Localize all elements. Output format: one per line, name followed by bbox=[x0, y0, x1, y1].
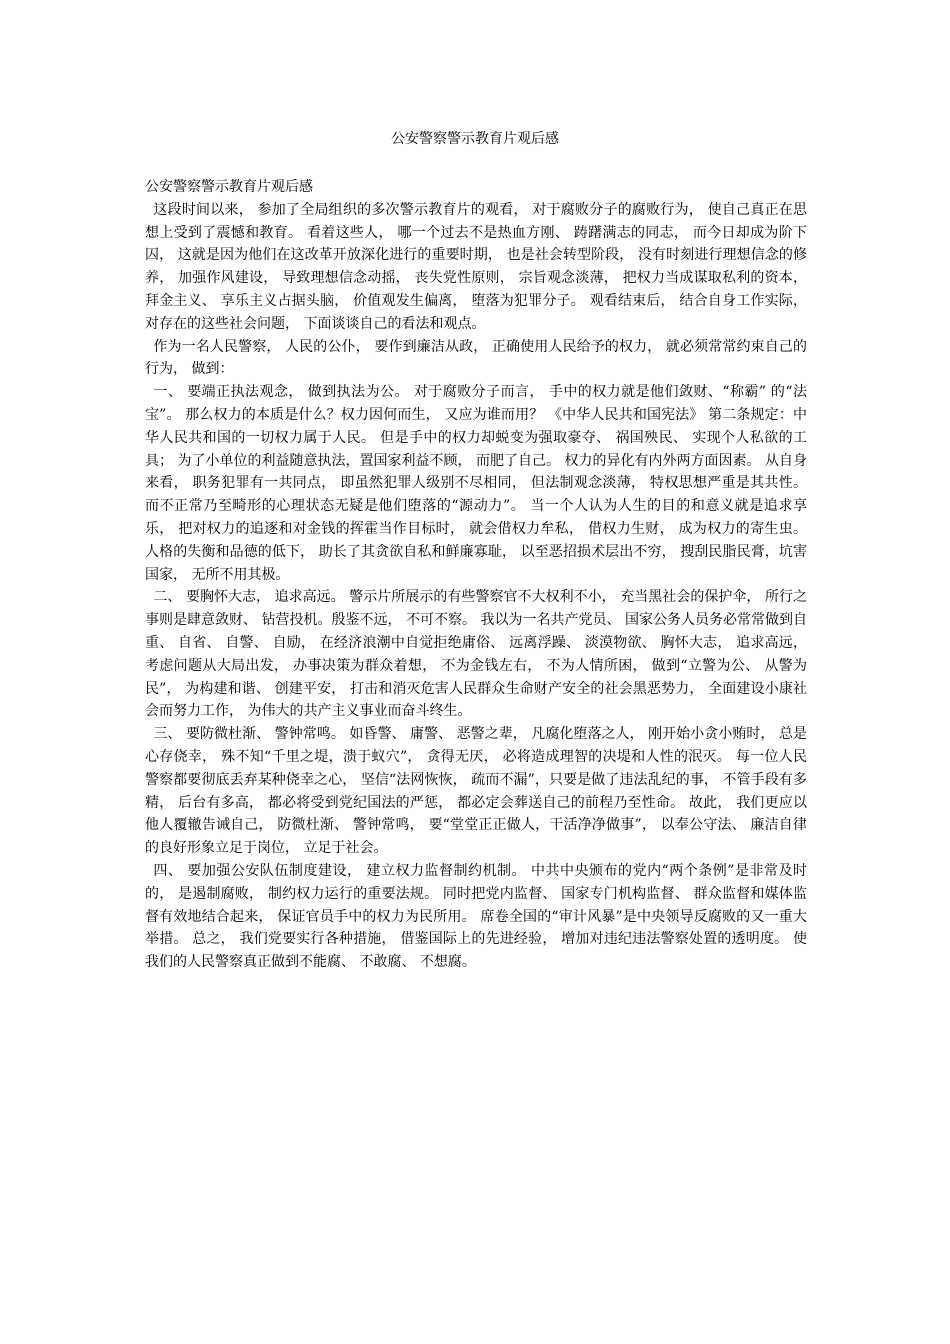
page-title: 公安警察警示教育片观后感 bbox=[391, 131, 559, 147]
document-body bbox=[145, 176, 807, 974]
paragraph-point-1: 一、 要端正执法观念， 做到执法为公。 对于腐败分子而言， 手中的权力就是他们敛财、“称霸” 的“法宝”。 那么权力的本质是什么？权力因何而生， 又应为谁而用？ 《中华人民共和国宪法》 第二条规定：中华人民共和国的一切权力属于人民。 但是手中的权力却蜕变为强取豪夺、 祸国殃民、 实现个人私欲的工具； 为了小单位的利益随意执法，置国家利益不顾， 而肥了自己。 权力的异化有内外两方面因素。 从自身来看， 职务犯罪有一共同点， 即虽然犯罪人级别不尽相同， 但法制观念淡薄， 特权思想严重是其共性。 而不正常乃至畸形的心理状态无疑是他们堕落的“源动力”。 当一个人认为人生的目的和意义就是追求享乐， 把对权力的追逐和对金钱的挥霍当作目标时， 就会借权力牟私， 借权力生财， 成为权力的寄生虫。 人格的失衡和品德的低下， 助长了其贪欲自私和鲜廉寡耻， 以至恶招损术层出不穷， 搜刮民脂民膏，坑害国家， 无所不用其极。 bbox=[145, 384, 807, 583]
paragraph-point-3: 三、 要防微杜渐、 警钟常鸣。 如昏警、 庸警、 恶警之辈， 凡腐化堕落之人， 刚开始小贪小贿时， 总是心存侥幸， 殊不知“千里之堤，溃于蚁穴”， 贪得无厌， 必将造成理智的决堤和人性的泯灭。 每一位人民警察都要彻底丢弃某种侥幸之心， 坚信“法网恢恢， 疏而不漏”，只要是做了违法乱纪的事， 不管手段有多精， 后台有多高， 都必将受到党纪国法的严惩， 都必定会葬送自己的前程乃至性命。 故此， 我们更应以他人覆辙告诫自己， 防微杜渐、 警钟常鸣， 要“堂堂正正做人，干活净净做事”， 以奉公守法、 廉洁自律的良好形象立足于岗位， 立足于社会。 bbox=[145, 726, 807, 857]
paragraph-point-4: 四、 要加强公安队伍制度建设， 建立权力监督制约机制。 中共中央颁布的党内“两个条例”是非常及时的， 是遏制腐败， 制约权力运行的重要法规。 同时把党内监督、 国家专门机构监督、 群众监督和媒体监督有效地结合起来， 保证官员手中的权力为民所用。 席卷全国的“审计风暴”是中央领导反腐败的又一重大举措。 总之， 我们党要实行各种措施， 借鉴国际上的先进经验， 增加对违纪违法警察处置的透明度。 使我们的人民警察真正做到不能腐、 不敢腐、 不想腐。 bbox=[145, 862, 807, 971]
document-subtitle: 公安警察警示教育片观后感 bbox=[145, 179, 313, 195]
paragraph-point-2: 二、 要胸怀大志， 追求高远。 警示片所展示的有些警察官不大权利不小， 充当黑社会的保护伞， 所行之事则是肆意敛财、 钻营投机。殷鉴不远， 不可不察。 我以为一名共产党员、 国家公务人员务必常常做到自重、 自省、 自警、 自励， 在经济浪潮中自觉拒绝庸俗、 远离浮躁、 淡漠物欲、 胸怀大志， 追求高远， 考虑问题从大局出发， 办事决策为群众着想， 不为金钱左右， 不为人情所困， 做到“立警为公、 从警为民”， 为构建和谐、 创建平安， 打击和消灭危害人民群众生命财产安全的社会黑恶势力， 全面建设小康社会而努力工作， 为伟大的共产主义事业而奋斗终生。 bbox=[145, 589, 807, 720]
paragraph-duty: 作为一名人民警察， 人民的公仆， 要作到廉洁从政， 正确使用人民给予的权力， 就必须常常约束自己的行为， 做到： bbox=[145, 338, 807, 378]
paragraph-intro: 这段时间以来， 参加了全局组织的多次警示教育片的观看， 对于腐败分子的腐败行为， 使自己真正在思想上受到了震憾和教育。 看着这些人， 哪一个过去不是热血方刚、 踌躇满志的同志， 而今日却成为阶下囚， 这就是因为他们在这改革开放深化进行的重要时期， 也是社会转型阶段， 没有时刻进行理想信念的修养， 加强作风建设， 导致理想信念动摇， 丧失党性原则， 宗旨观念淡薄， 把权力当成谋取私利的资本， 拜金主义、 享乐主义占据头脑， 价值观发生偏离， 堕落为犯罪分子。 观看结束后， 结合自身工作实际， 对存在的这些社会问题， 下面谈谈自己的看法和观点。 bbox=[145, 201, 807, 332]
